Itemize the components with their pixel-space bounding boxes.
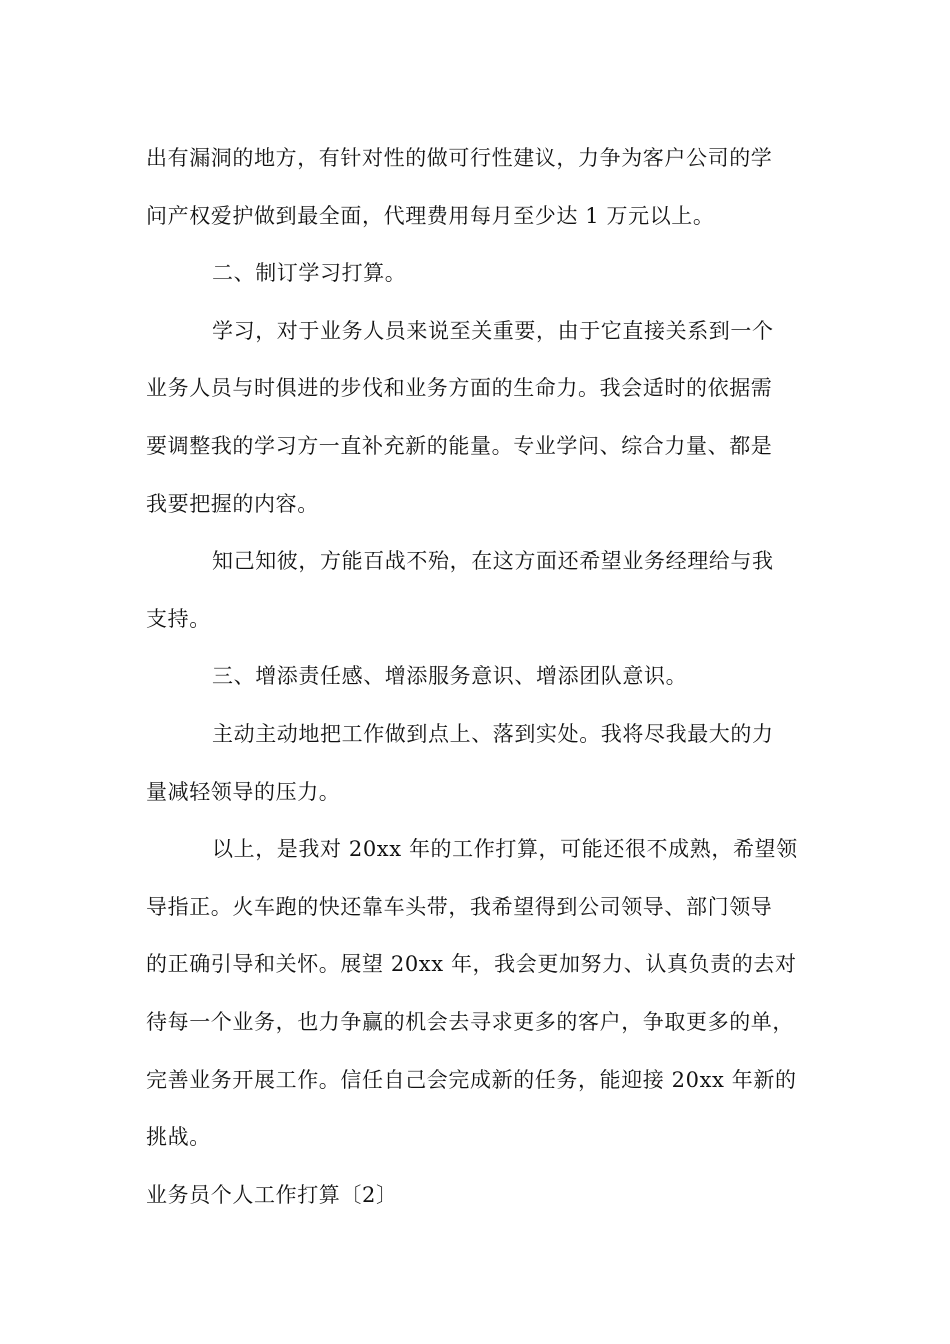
body-line: 的正确引导和关怀。展望 20xx 年，我会更加努力、认真负责的去对 — [146, 952, 797, 977]
paragraph-first-line: 知己知彼，方能百战不殆，在这方面还希望业务经理给与我 — [212, 549, 774, 574]
body-line: 业务人员与时俱进的步伐和业务方面的生命力。我会适时的依据需 — [146, 376, 773, 401]
body-line: 导指正。火车跑的快还靠车头带，我希望得到公司领导、部门领导 — [146, 894, 773, 919]
body-line: 完善业务开展工作。信任自己会完成新的任务，能迎接 20xx 年新的 — [146, 1067, 797, 1092]
paragraph-first-line: 主动主动地把工作做到点上、落到实处。我将尽我最大的力 — [212, 721, 774, 746]
section-heading: 三、增添责任感、增添服务意识、增添团队意识。 — [212, 664, 688, 689]
body-line: 我要把握的内容。 — [146, 491, 319, 516]
body-line: 量减轻领导的压力。 — [146, 779, 341, 804]
body-line: 问产权爱护做到最全面，代理费用每月至少达 1 万元以上。 — [146, 203, 715, 228]
paragraph-first-line: 以上，是我对 20xx 年的工作打算，可能还很不成熟，希望领 — [212, 837, 798, 862]
document-subtitle: 业务员个人工作打算〔2〕 — [146, 1182, 398, 1207]
body-line: 要调整我的学习方一直补充新的能量。专业学问、综合力量、都是 — [146, 433, 773, 458]
body-line: 支持。 — [146, 606, 211, 631]
paragraph-first-line: 学习，对于业务人员来说至关重要，由于它直接关系到一个 — [212, 318, 774, 343]
body-line: 出有漏洞的地方，有针对性的做可行性建议，力争为客户公司的学 — [146, 146, 773, 170]
body-line: 挑战。 — [146, 1125, 211, 1150]
body-line: 待每一个业务，也力争赢的机会去寻求更多的客户，争取更多的单， — [146, 1009, 794, 1034]
section-heading: 二、制订学习打算。 — [212, 261, 407, 286]
document-body — [146, 130, 816, 1224]
